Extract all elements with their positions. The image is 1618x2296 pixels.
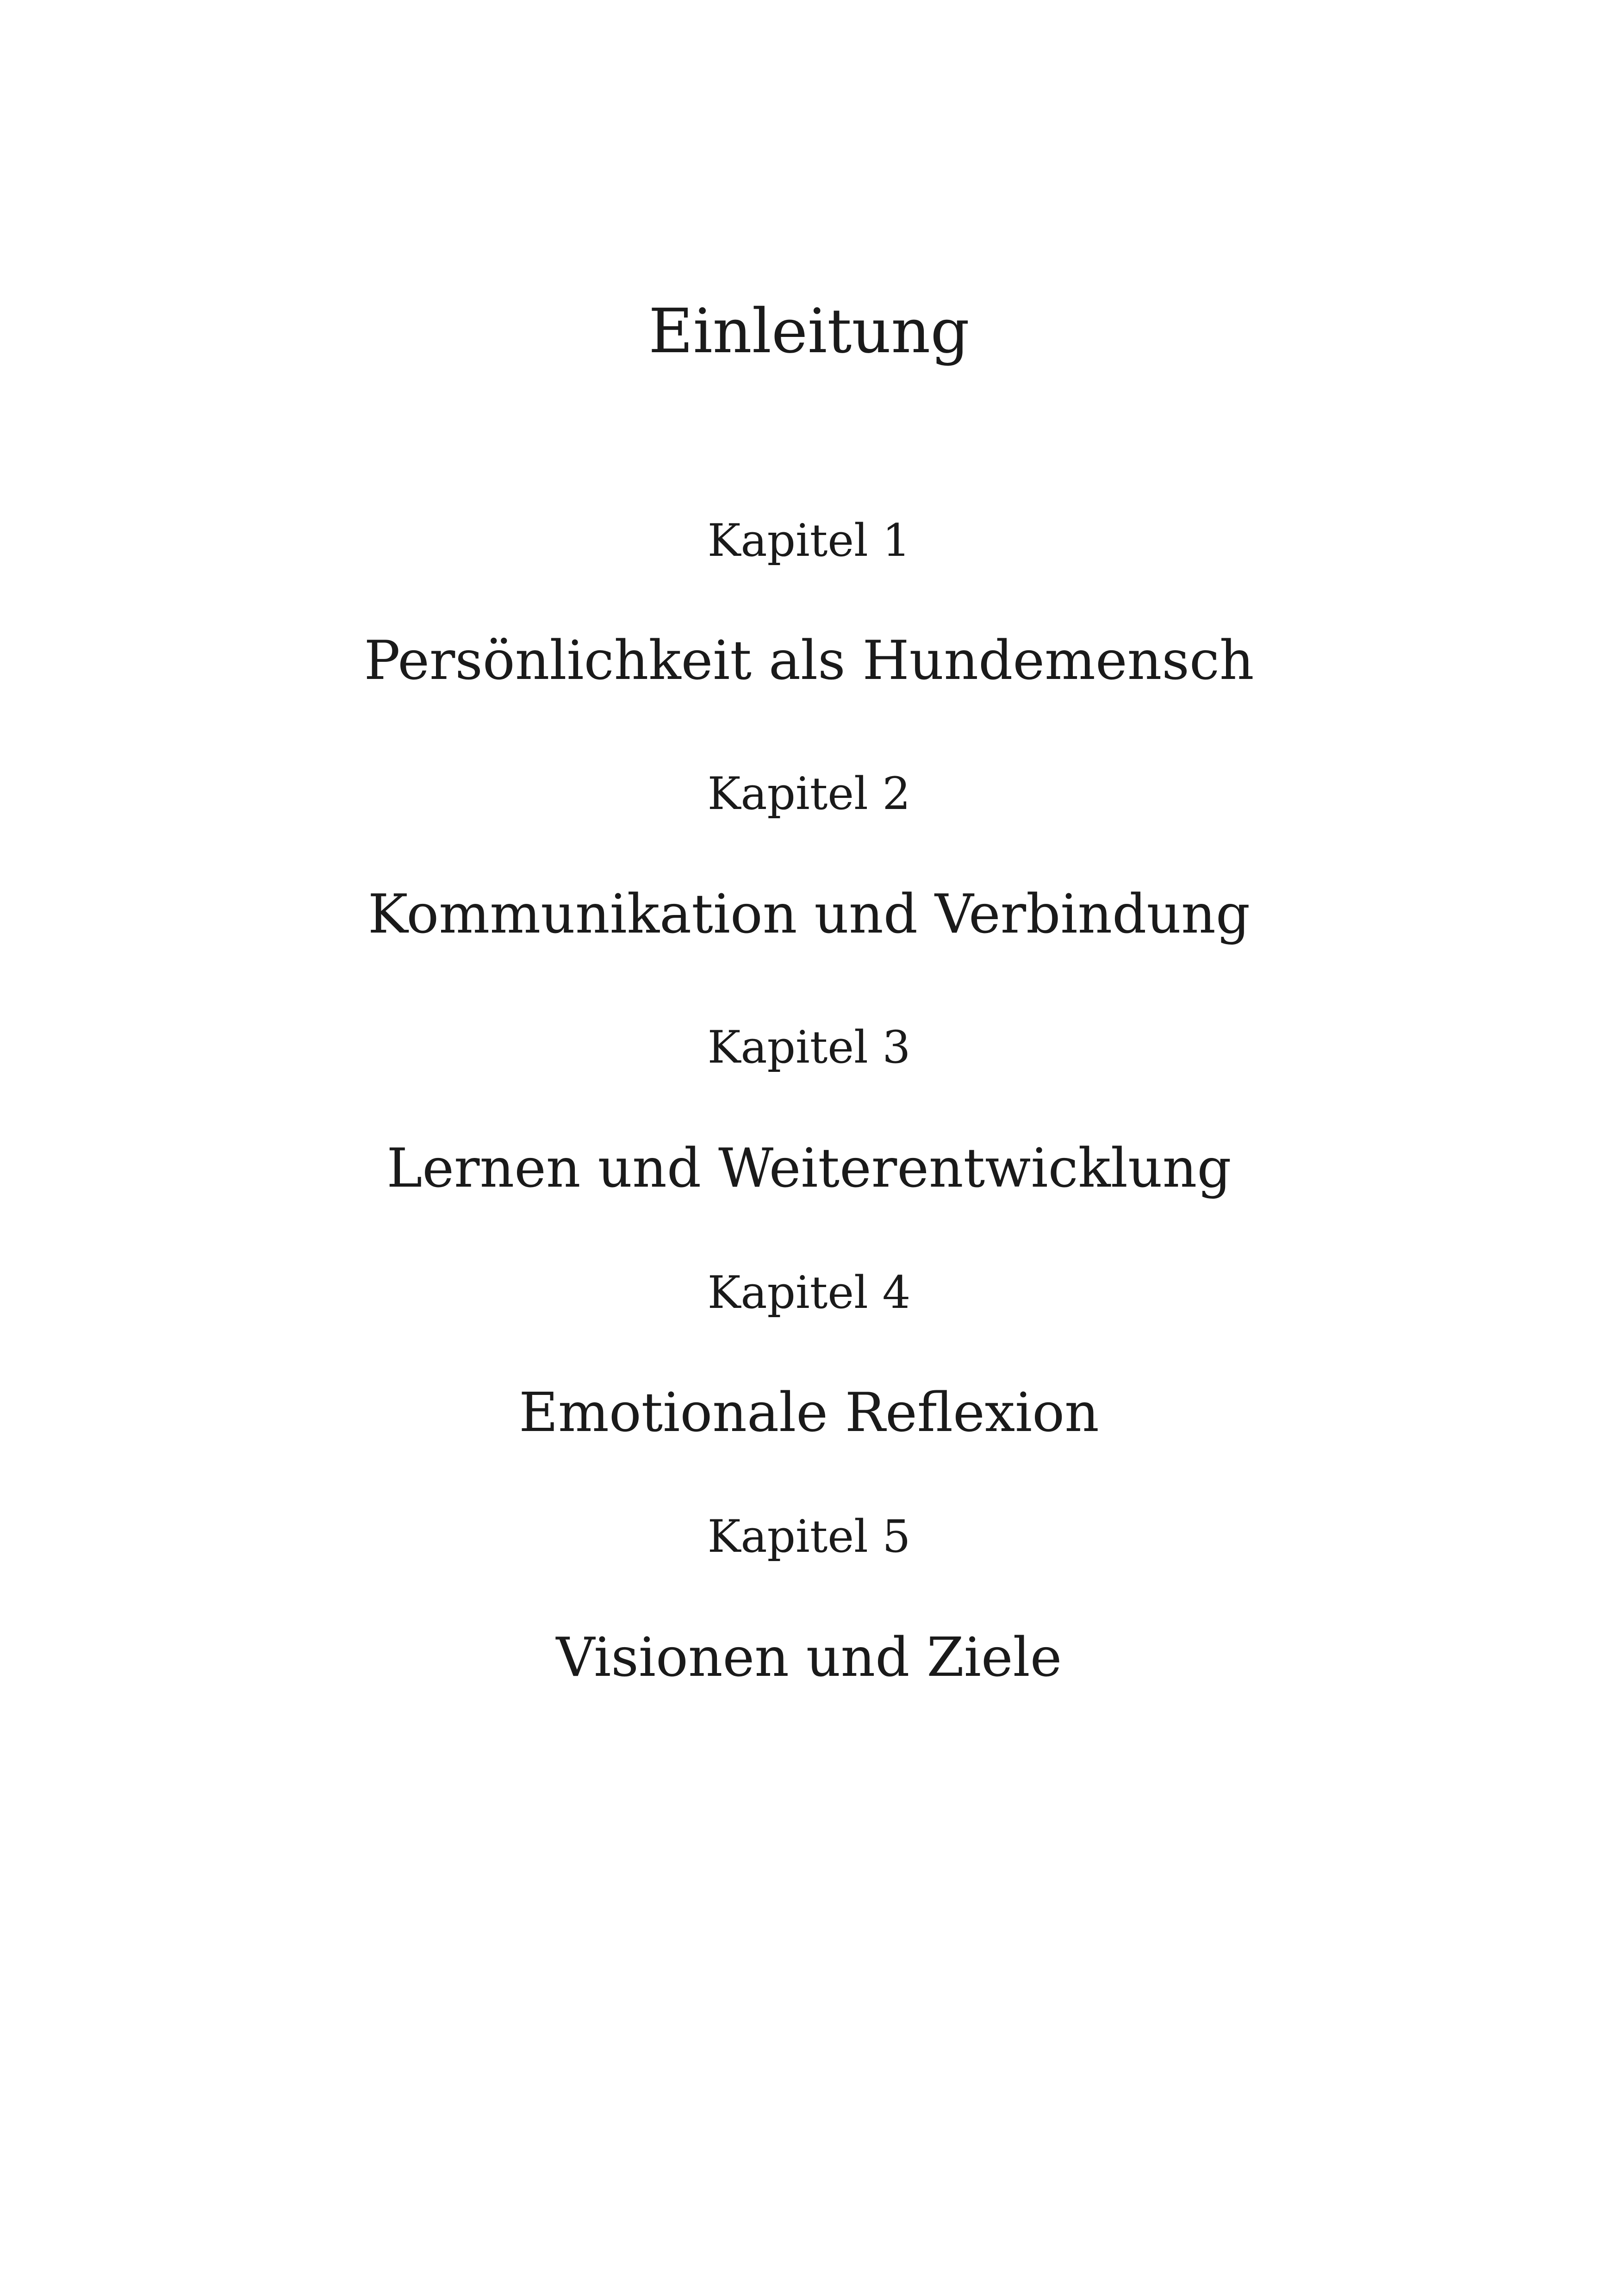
chapter-title: Kommunikation und Verbindung: [367, 883, 1251, 946]
page-title: Einleitung: [648, 296, 970, 367]
chapter-label: Kapitel 3: [707, 1021, 911, 1073]
chapter-label: Kapitel 2: [707, 768, 911, 820]
chapter-label: Kapitel 4: [707, 1267, 911, 1319]
chapter-title: Lernen und Weiterentwicklung: [386, 1137, 1232, 1200]
chapter-title: Persönlichkeit als Hundemensch: [364, 629, 1254, 692]
chapter-label: Kapitel 1: [707, 515, 911, 566]
chapter-title: Visionen und Ziele: [556, 1626, 1062, 1689]
chapter-title: Emotionale Reflexion: [519, 1381, 1099, 1444]
chapter-label: Kapitel 5: [707, 1511, 911, 1562]
